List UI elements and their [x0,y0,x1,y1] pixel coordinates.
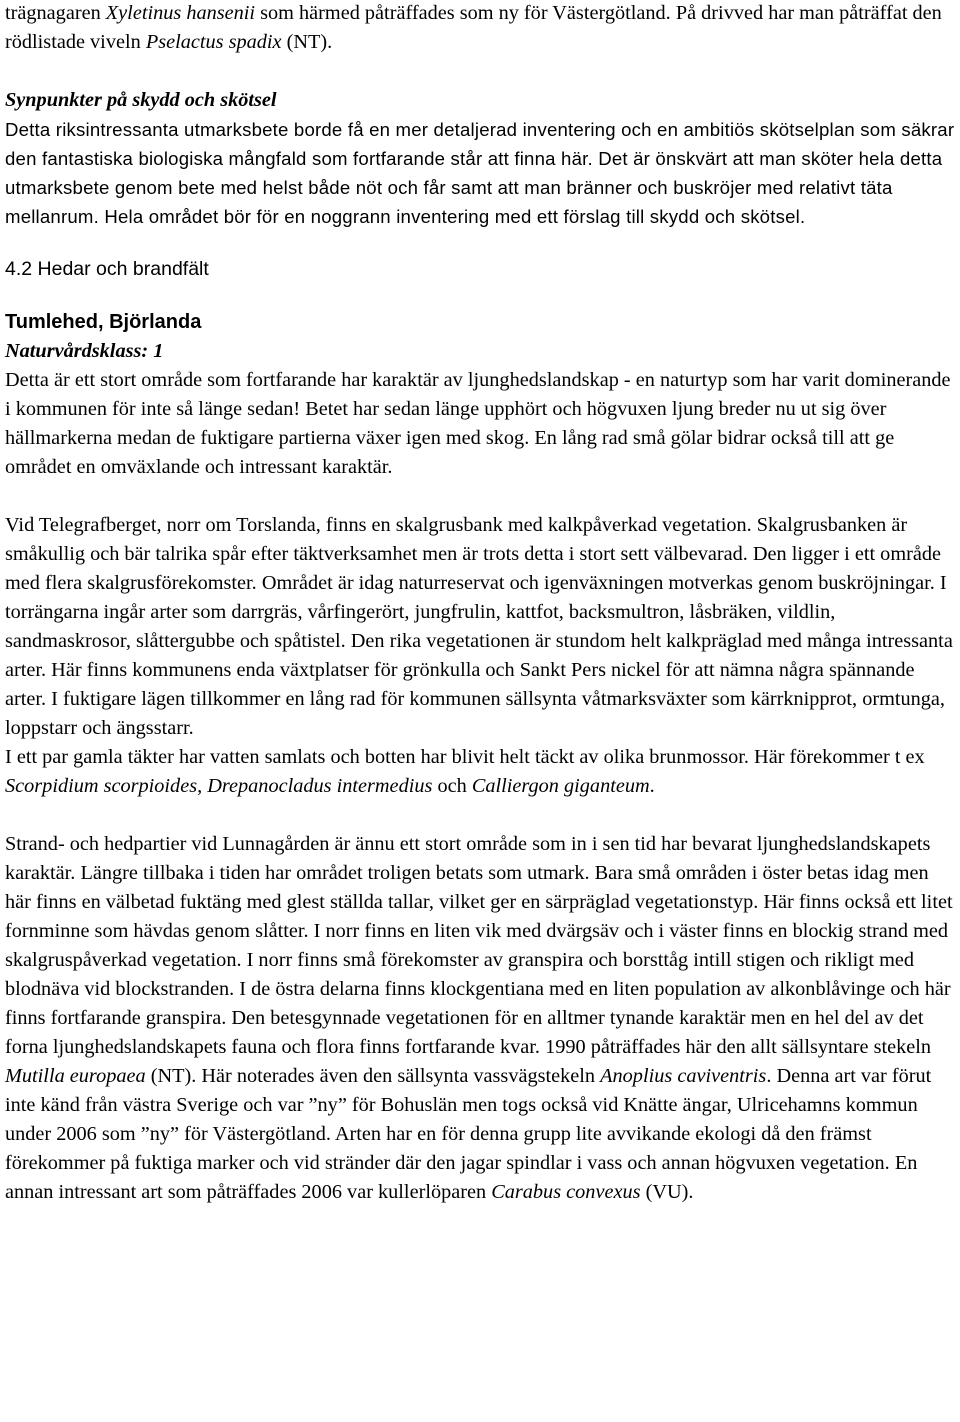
body-text: Vid Telegrafberget, norr om Torslanda, finns en skalgrusbank med kalkpåverkad vegetation. Skalgrusbanken är småkullig och bär talrika spår efter täktverksamhet men är trots detta i stort sett välbevarad. Den ligger i ett område med flera skalgrusförekomster. Området är idag naturreservat och igenväxningen motverkas genom buskröjningar. I torrängarna ingår arter som darrgräs, vårfingerört, jungfrulin, kattfot, backsmultron, låsbräken, vildlin, sandmaskrosor, slåttergubbe och spåtistel. Den rika vegetationen är stundom helt kalkpräglad med många intressanta arter. Här finns kommunens enda växtplatser för grönkulla och Sankt Pers nickel för att nämna några spännande arter. I fuktigare lägen tillkommer en lång rad för kommunen sällsynta våtmarksväxter som kärrknipprot, ormtunga, loppstarr och ängsstarr. [5,514,953,739]
body-text: . Denna art var förut inte känd från västra Sverige och var ”ny” för Bohuslän men togs också vid Knätte ängar, Ulricehamns kommun under 2006 som ”ny” för Västergötland. Arten har en för denna grupp lite avvikande ekologi då den främst förekommer på fuktiga marker och vid stränder där den jagar spindlar i vass och annan högvuxen vegetation. En annan intressant art som påträffades 2006 var kullerlöparen [5,1065,932,1203]
body-text: I ett par gamla täkter har vatten samlats och botten har blivit helt täckt av olika brunmossor. Här förekommer t ex [5,746,925,768]
body-paragraph [5,830,955,1207]
species-name: Anoplius caviventris [600,1065,767,1087]
species-name: Pselactus spadix [145,31,282,53]
conservation-class: Naturvårdsklass: 1 [5,340,164,362]
species-name: Mutilla europaea [5,1065,146,1087]
intro-text: som härmed påträffades som ny för Västergötland. På drivved har man påträffat den rödlistade viveln [5,2,942,53]
document-page [5,0,955,1207]
body-text: (NT). Här noterades även den sällsynta vassvägstekeln [145,1065,601,1087]
intro-text: (NT). [281,31,333,53]
body-text: . [649,775,655,797]
body-paragraph: Detta är ett stort område som fortfarande har karaktär av ljunghedslandskap - en naturtyp som har varit dominerande i kommunen för inte så länge sedan! Betet har sedan länge upphört och högvuxen ljung breder nu ut sig över hällmarkerna medan de fuktigare partierna växer igen med skog. En lång rad små gölar bidrar också till att ge området en omväxlande och intressant karaktär. [5,369,951,478]
intro-paragraph [5,0,955,57]
body-text: Strand- och hedpartier vid Lunnagården är ännu ett stort område som in i sen tid har bevarat ljunghedslandskapets karaktär. Längre tillbaka i tiden har området troligen betats som utmark. Bara små områden i öster betas idag men här finns en välbetad fuktäng med glest ställda tallar, vilket ger en särpräglad vegetationstyp. Här finns också ett litet fornminne som hävdas genom slåtter. I norr finns en liten vik med dvärgsäv och i väster finns en blockig strand med skalgruspåverkad vegetation. I norr finns små förekomster av granspira och borsttåg intill stigen och rikligt med blodnäva vid blockstranden. I de östra delarna finns klockgentiana med en liten population av alkonblåvinge och här finns fortfarande granspira. Den betesgynnade vegetationen för en alltmer tynande karaktär men en hel del av det forna ljunghedslandskapets fauna och flora finns fortfarande kvar. 1990 påträffades här den allt sällsyntare stekeln [5,833,953,1058]
species-name: Carabus convexus [491,1181,641,1203]
species-name: Xyletinus hansenii [105,2,256,24]
section-heading-protection: Synpunkter på skydd och skötsel [5,89,277,111]
intro-text: trägnagaren [5,2,106,24]
site-title: Tumlehed, Björlanda [5,311,202,333]
chapter-heading: 4.2 Hedar och brandfält [5,258,209,280]
body-paragraph [5,511,955,743]
species-name: Calliergon giganteum [471,775,650,797]
species-name: Scorpidium scorpioides, Drepanocladus intermedius [5,775,433,797]
protection-paragraph: Detta riksintressanta utmarksbete borde få en mer detaljerad inventering och en ambitiös skötselplan som säkrar den fantastiska biologiska mångfald som fortfarande står att finna här. Det är önskvärt att man sköter hela detta utmarksbete genom bete med helst både nöt och får samt att man bränner och buskröjer med relativt täta mellanrum. Hela området bör för en noggrann inventering med ett förslag till skydd och skötsel. [5,119,955,227]
body-text: och [432,775,472,797]
body-paragraph [5,743,955,801]
body-text: (VU). [640,1181,694,1203]
